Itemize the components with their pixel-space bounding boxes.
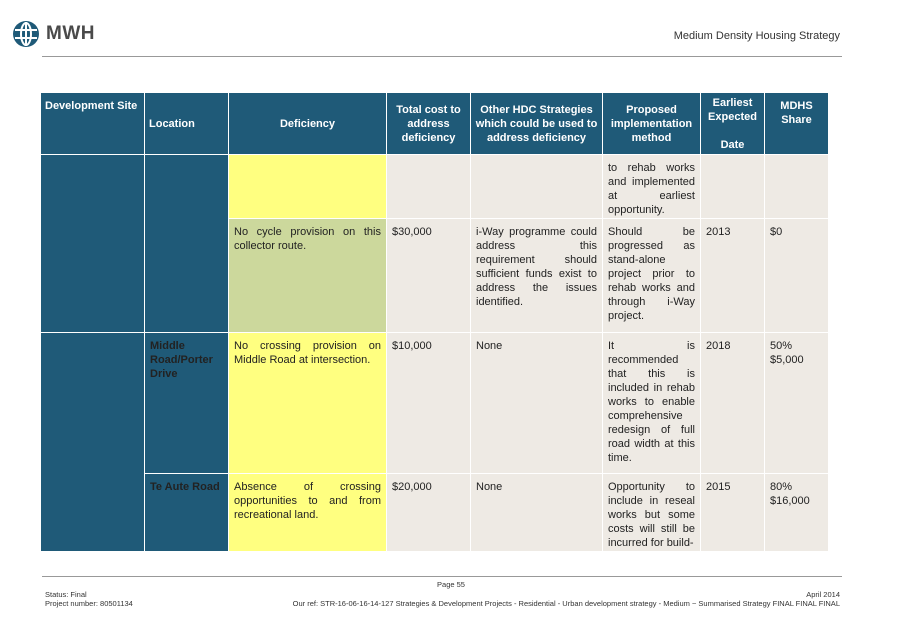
header-total-cost: Total cost to address deficiency [387, 93, 471, 155]
logo-text: MWH [46, 23, 95, 44]
date-cell: 2018 [701, 333, 765, 474]
header-earliest-date [701, 93, 765, 155]
development-site-cell [41, 333, 145, 552]
cost-cell: $20,000 [387, 474, 471, 552]
footer-divider [42, 576, 842, 577]
header-location: Location [145, 93, 229, 155]
share-cell [765, 333, 829, 474]
location-cell [145, 155, 229, 333]
date-cell [701, 155, 765, 219]
cost-cell: $30,000 [387, 219, 471, 333]
method-cell: to rehab works and implemented at earliest opportunity. [603, 155, 701, 219]
status-text: Status: Final [45, 590, 87, 599]
strategies-cell: i-Way programme could address this requirement should sufficient funds exist to address the issues identified. [471, 219, 603, 333]
development-site-cell [41, 155, 145, 333]
cost-cell: $10,000 [387, 333, 471, 474]
footer-date: April 2014 [806, 590, 840, 599]
document-title: Medium Density Housing Strategy [673, 30, 840, 42]
share-cell: $0 [765, 219, 829, 333]
deficiency-cell: No cycle provision on this collector route. [229, 219, 387, 333]
table-row [41, 474, 829, 552]
header-mdhs-share: MDHS Share [765, 93, 829, 155]
strategies-cell: None [471, 474, 603, 552]
page-number: Page 55 [437, 580, 465, 589]
strategies-cell [471, 155, 603, 219]
method-cell: Should be progressed as stand-alone project prior to rehab works and through i-Way project. [603, 219, 701, 333]
table-header-row [41, 93, 829, 155]
date-cell: 2013 [701, 219, 765, 333]
method-cell: Opportunity to include in reseal works but some costs will still be incurred for build- [603, 474, 701, 552]
share-amount: $5,000 [770, 354, 804, 366]
deficiency-cell [229, 155, 387, 219]
cost-cell [387, 155, 471, 219]
mwh-logo [12, 20, 95, 48]
deficiency-table [40, 92, 829, 552]
header-divider [42, 56, 842, 57]
location-cell: Te Aute Road [145, 474, 229, 552]
table-row [41, 333, 829, 474]
project-number: Project number: 80501134 [45, 599, 133, 608]
share-cell [765, 155, 829, 219]
header-date: Date [720, 138, 745, 151]
share-percent: 50% [770, 340, 793, 352]
share-amount: $16,000 [770, 495, 810, 507]
footer-reference: Our ref: STR-16-06-16-14-127 Strategies & Development Projects - Residential - Urban development strategy - Medium ~ Summarised Strategy FINAL FINAL FINAL [292, 599, 840, 608]
header-deficiency: Deficiency [229, 93, 387, 155]
globe-logo-icon [12, 20, 40, 48]
table-row [41, 155, 829, 219]
strategies-cell: None [471, 333, 603, 474]
header-development-site: Development Site [41, 93, 145, 155]
share-cell [765, 474, 829, 552]
header-implementation-method: Proposed implementation method [603, 93, 701, 155]
deficiency-cell: No crossing provision on Middle Road at intersection. [229, 333, 387, 474]
header-other-strategies: Other HDC Strategies which could be used to address deficiency [471, 93, 603, 155]
method-cell: It is recommended that this is included in rehab works to enable comprehensive redesign of full road width at this time. [603, 333, 701, 474]
share-percent: 80% [770, 481, 793, 493]
date-cell: 2015 [701, 474, 765, 552]
header-earliest-expected: Earliest Expected [708, 96, 757, 123]
location-cell: Middle Road/Porter Drive [145, 333, 229, 474]
deficiency-cell: Absence of crossing opportunities to and from recreational land. [229, 474, 387, 552]
